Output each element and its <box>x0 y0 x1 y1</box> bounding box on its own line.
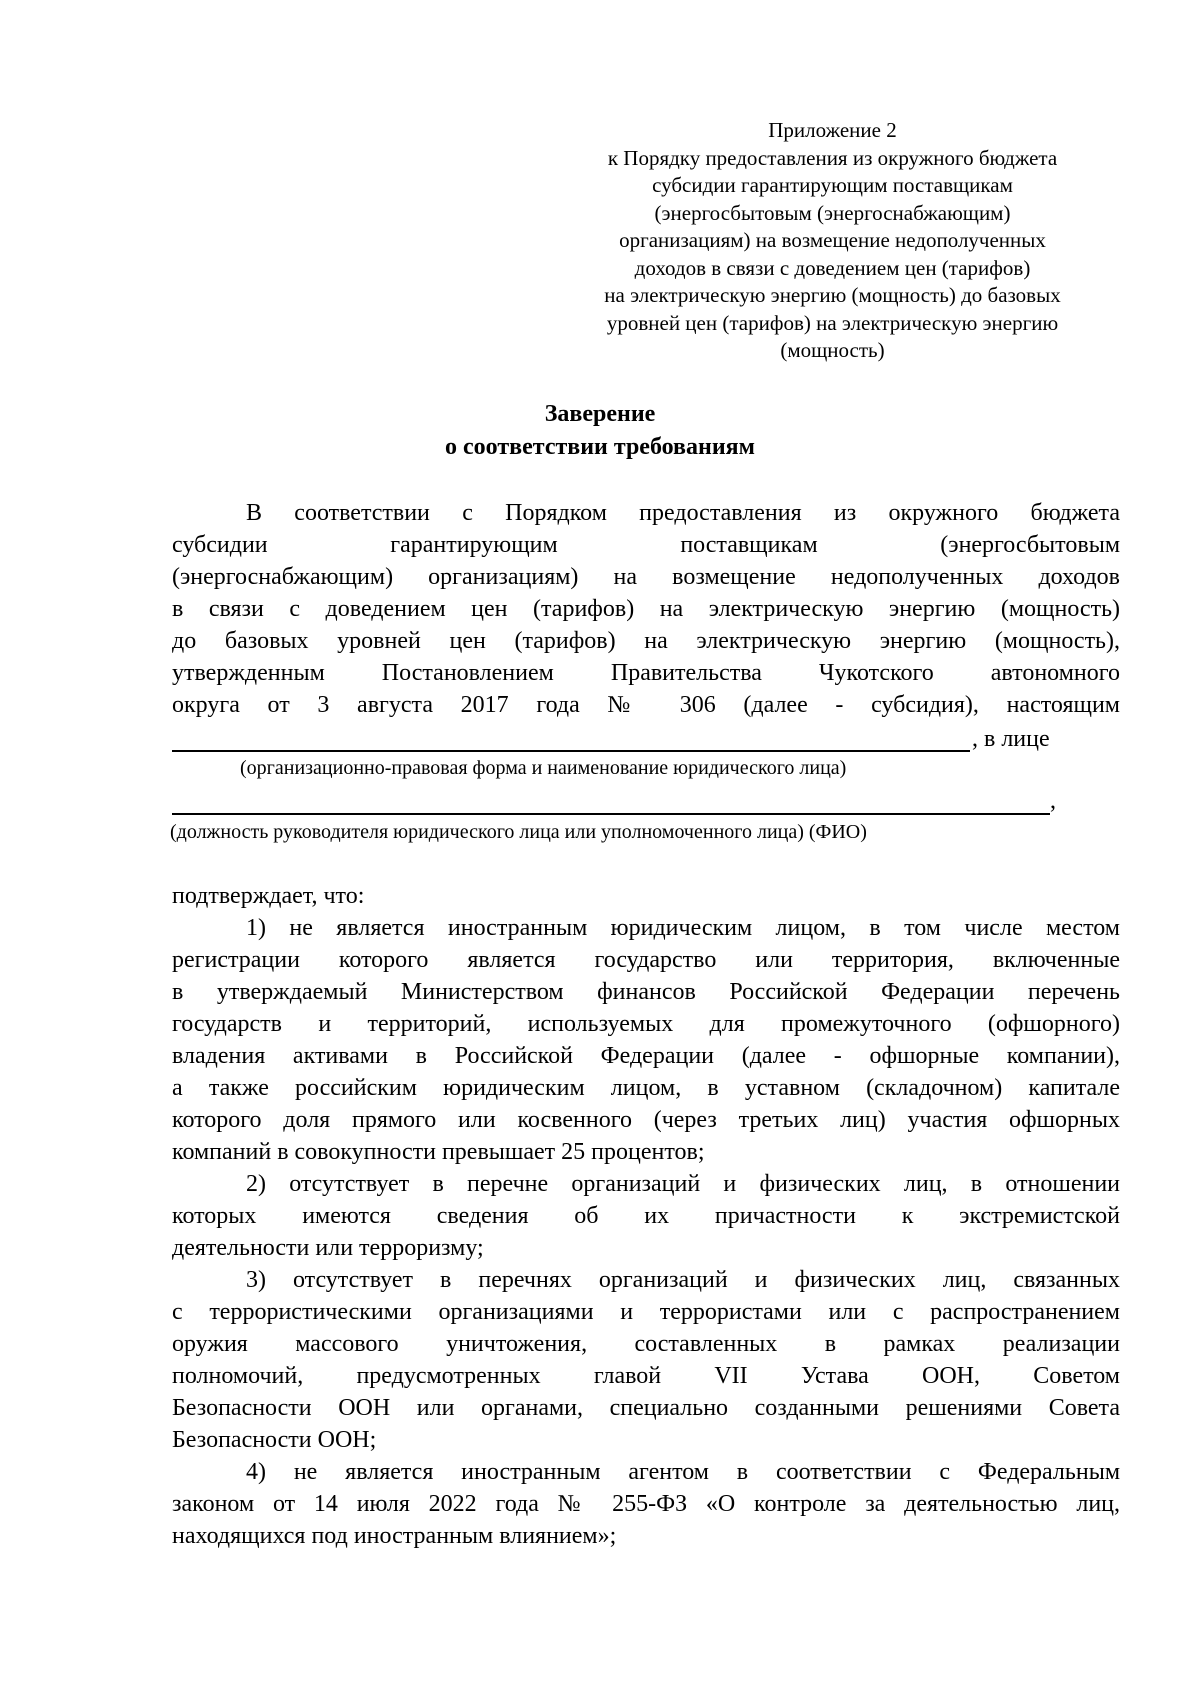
item-3-line: полномочий, предусмотренных главой VII Устава ООН, Советом <box>172 1363 1120 1389</box>
item-2-line: которых имеются сведения об их причастности к экстремистской <box>172 1203 1120 1229</box>
appendix-line: доходов в связи с доведением цен (тарифов) <box>634 255 1031 280</box>
appendix-line: уровней цен (тарифов) на электрическую энергию <box>606 310 1059 335</box>
appendix-line: к Порядку предоставления из окружного бюджета <box>607 145 1058 170</box>
head-name-blank[interactable] <box>172 813 1050 815</box>
item-4-line: находящихся под иностранным влиянием»; <box>172 1523 617 1549</box>
item-2-line: деятельности или терроризму; <box>172 1235 484 1261</box>
item-3-line: оружия массового уничтожения, составленных в рамках реализации <box>172 1331 1120 1357</box>
head-suffix: , <box>1050 788 1056 814</box>
appendix-line: субсидии гарантирующим поставщикам <box>652 173 1013 197</box>
intro-line: В соответствии с Порядком предоставления из окружного бюджета <box>246 500 1120 526</box>
item-1-line: а также российским юридическим лицом, в уставном (складочном) капитале <box>172 1075 1120 1101</box>
item-1-line: которого доля прямого или косвенного (через третьих лиц) участия офшорных <box>172 1107 1120 1133</box>
intro-line: в связи с доведением цен (тарифов) на электрическую энергию (мощность) <box>172 596 1120 622</box>
intro-line: (энергоснабжающим) организациям) на возмещение недополученных доходов <box>172 564 1120 590</box>
item-1-line: компаний в совокупности превышает 25 процентов; <box>172 1139 705 1165</box>
organization-name-blank[interactable] <box>172 750 970 752</box>
confirms-text: подтверждает, что: <box>172 883 365 909</box>
intro-line: до базовых уровней цен (тарифов) на электрическую энергию (мощность), <box>172 628 1120 654</box>
item-3-line: Безопасности ООН; <box>172 1427 377 1453</box>
item-4-line: законом от 14 июля 2022 года № 255-ФЗ «О контроле за деятельностью лиц, <box>172 1491 1120 1517</box>
intro-line: утвержденным Постановлением Правительства Чукотского автономного <box>172 660 1120 686</box>
appendix-line: на электрическую энергию (мощность) до базовых <box>604 283 1061 307</box>
item-3-line: с террористическими организациями и террористами или с распространением <box>172 1299 1120 1325</box>
item-4-line: 4) не является иностранным агентом в соответствии с Федеральным <box>246 1459 1120 1485</box>
item-2-line: 2) отсутствует в перечне организаций и физических лиц, в отношении <box>246 1171 1120 1197</box>
organization-caption: (организационно-правовая форма и наименование юридического лица) <box>240 757 847 779</box>
item-1-line: в утверждаемый Министерством финансов Российской Федерации перечень <box>172 979 1120 1005</box>
item-3-line: Безопасности ООН или органами, специально созданными решениями Совета <box>172 1395 1120 1421</box>
intro-line: округа от 3 августа 2017 года № 306 (далее - субсидия), настоящим <box>172 692 1120 718</box>
appendix-line: организациям) на возмещение недополученных <box>619 228 1046 252</box>
item-1-line: 1) не является иностранным юридическим лицом, в том числе местом <box>246 915 1120 941</box>
item-1-line: регистрации которого является государство или территория, включенные <box>172 947 1120 973</box>
document-title: Заверение <box>544 401 656 427</box>
appendix-line: (энергосбытовым (энергоснабжающим) <box>654 200 1011 225</box>
appendix-header <box>560 117 1105 365</box>
document-subtitle: о соответствии требованиям <box>445 434 755 460</box>
appendix-line: Приложение 2 <box>768 118 897 142</box>
intro-line: субсидии гарантирующим поставщикам (энергосбытовым <box>172 532 1120 558</box>
organization-suffix: , в лице <box>972 726 1050 752</box>
head-caption: (должность руководителя юридического лица или уполномоченного лица) (ФИО) <box>170 821 867 843</box>
item-1-line: государств и территорий, используемых для промежуточного (офшорного) <box>172 1011 1120 1037</box>
item-1-line: владения активами в Российской Федерации (далее - офшорные компании), <box>172 1043 1120 1069</box>
item-3-line: 3) отсутствует в перечнях организаций и физических лиц, связанных <box>246 1267 1120 1293</box>
appendix-line: (мощность) <box>780 338 885 362</box>
